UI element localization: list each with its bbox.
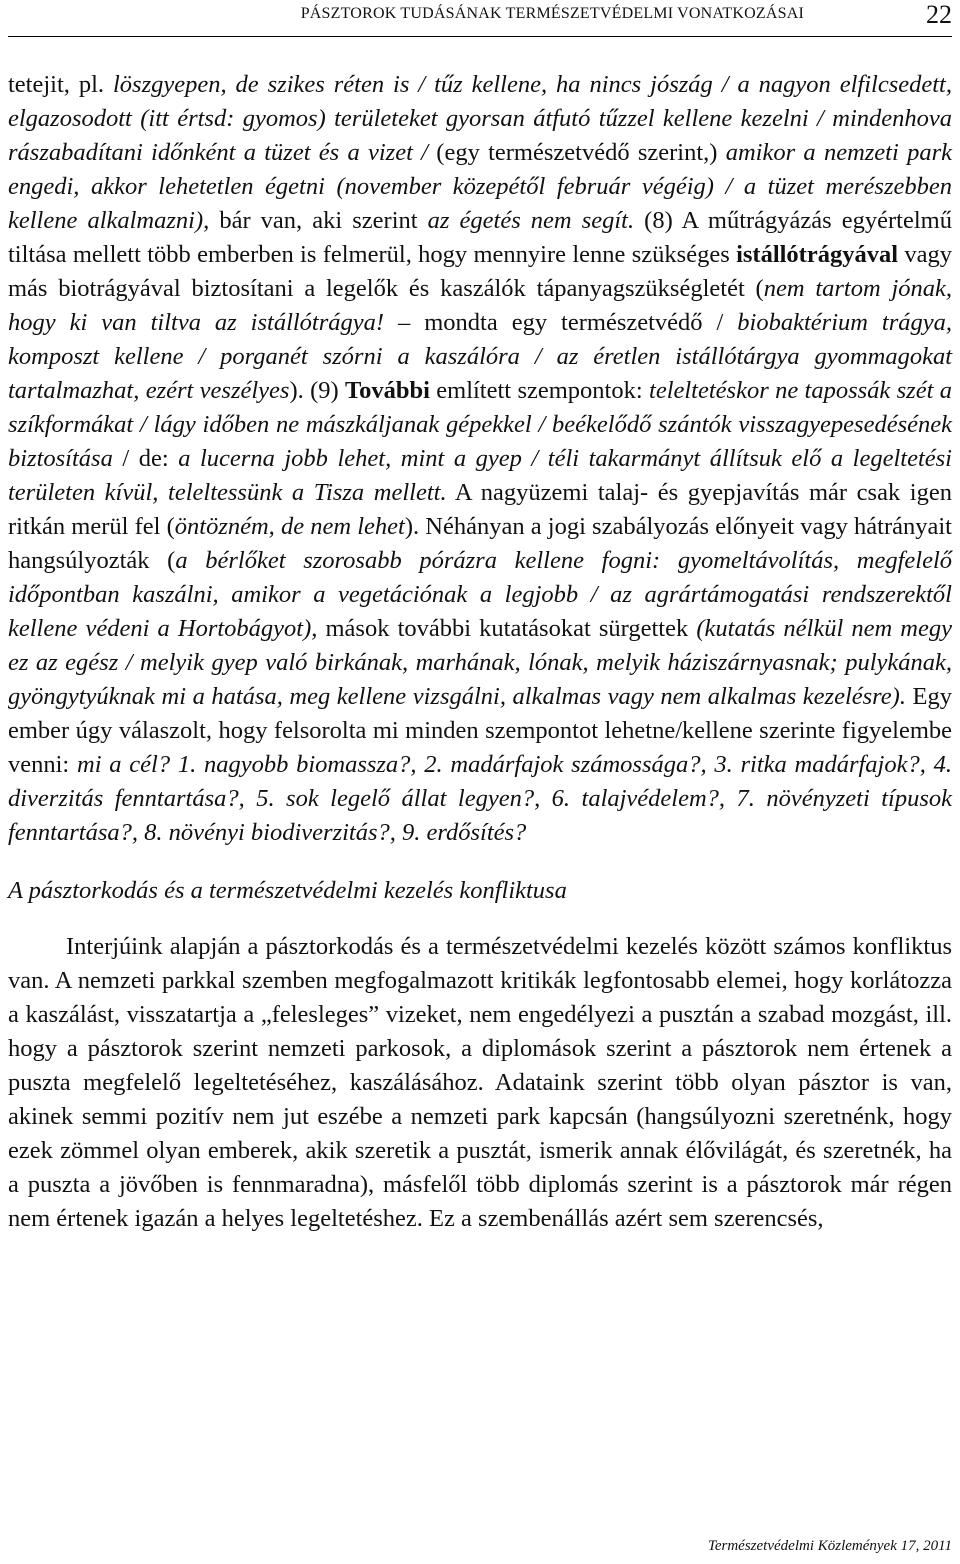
running-title: PÁSZTOROK TUDÁSÁNAK TERMÉSZETVÉDELMI VONATKOZÁSAI	[300, 5, 804, 22]
quote-run: mi a cél? 1. nagyobb biomassza?, 2. madárfajok számossága?, 3. ritka madárfajok?, 4. diverzitás fenntartása?, 5. sok legelő állat legyen?, 6. talajvédelem?, 7. növényzeti típusok fenntartása?, 8. növényi biodiverzitás?, 9. erdősítés?	[8, 751, 952, 846]
text-run: mások további kutatásokat sürgettek	[317, 615, 697, 642]
quote-run: a bérlőket szorosabb pórázra kellene fogni: gyomeltávolítás, megfelelő időpontban kaszálni, amikor a vegetációnak a legjobb / az agrártámogatási rendszerektől kellene védeni a Hortobágyot),	[8, 547, 953, 642]
quote-run: az égetés nem segít.	[427, 207, 635, 234]
section-heading: A pásztorkodás és a természetvédelmi kezelés konfliktusa	[8, 877, 567, 904]
text-run: tetejit, pl.	[8, 71, 113, 98]
text-run: (egy természetvédő szerint,)	[428, 139, 726, 166]
quote-run: nem tartom jónak, hogy ki van tiltva az istállótrágya!	[8, 275, 953, 336]
text-run: ). Néhányan a jogi szabályozás előnyeit vagy hátrányait hangsúlyozták (	[8, 513, 952, 574]
quote-run: (kutatás nélkül nem megy ez az egész / melyik gyep való birkának, marhának, lónak, melyik háziszárnyasnak; pulykának, gyöngytyúknak mi a hatása, meg kellene vizsgálni, alkalmas vagy nem alkalmas kezelésre).	[8, 615, 952, 710]
text-run: említett szempontok:	[429, 377, 650, 404]
paragraph: Interjúink alapján a pásztorkodás és a természetvédelmi kezelés között számos konfliktus van. A nemzeti parkkal szemben megfogalmazott kritikák legfontosabb elemei, hogy korlátozza a kaszálást, visszatartja a „felesleges” vizeket, nem engedélyezi a pusztán a szabad mozgást, ill. hogy a pásztorok szerint nemzeti parkosok, a diplomások szerint a pásztorok nem értenek a puszta megfelelő legeltetéséhez, kaszálásához. Adataink szerint több olyan pásztor is van, akinek semmi pozitív nem jut eszébe a nemzeti park kapcsán (hangsúlyozni szeretnénk, hogy ezek zömmel olyan emberek, akik szeretik a pusztát, ismerik annak élővilágát, és szeretnék, ha a puszta a jövőben is fennmaradna), másfelől több diplomás szerint is a pásztorok már régen nem értenek igazán a helyes legeltetéshez. Ez a szembenállás azért sem szerencsés,	[8, 933, 952, 1232]
text-run: vagy más biotrágyával biztosítani a legelők és kaszálók tápanyagszükségletét (	[8, 241, 952, 302]
bold-term: További	[345, 377, 430, 404]
quote-run: teleltetéskor ne tapossák szét a szíkformákat / lágy időben ne mászkáljanak gépekkel / beékelődő szántók visszagyepesedésének biztosítása	[8, 377, 952, 472]
quote-run: löszgyepen, de szikes réten is / tűz kellene, ha nincs jószág / a nagyon elfilcsedett, elgazosodott (itt értsd: gyomos) területeket gyorsan átfutó tűzzel kellene kezelni / mindenhova rászabadítani időnként a tüzet és a vizet /	[8, 71, 952, 166]
quote-run: amikor a nemzeti park engedi, akkor lehetetlen égetni (november közepétől február végéig) / a tüzet merészebben kellene alkalmazni),	[8, 139, 952, 234]
text-run: ). (9)	[289, 377, 346, 404]
running-header	[8, 2, 952, 37]
body-text	[8, 68, 952, 1236]
journal-footer: Természetvédelmi Közlemények 17, 2011	[707, 1538, 952, 1554]
quote-run: biobaktérium trágya, komposzt kellene / porganét szórni a kaszálóra / az éretlen istállótárgya gyommagokat tartalmazhat, ezért veszélyes	[8, 309, 953, 404]
text-run: bár van, aki szerint	[209, 207, 428, 234]
text-run: A nagyüzemi talaj- és gyepjavítás már csak igen ritkán merül fel (	[8, 479, 952, 540]
text-run: (8) A műtrágyázás egyértelmű tiltása mellett több emberben is felmerül, hogy mennyire lenne szükséges	[8, 207, 952, 268]
text-run: / de:	[112, 445, 179, 472]
bold-term: istállótrágyával	[736, 241, 899, 268]
page-number: 22	[926, 0, 952, 29]
paragraph-continued	[8, 68, 952, 850]
quote-run: a lucerna jobb lehet, mint a gyep / téli takarmányt állítsuk elő a legeltetési területen kívül, teleltessünk a Tisza mellett.	[8, 445, 952, 506]
text-run: Egy ember úgy válaszolt, hogy felsorolta mi minden szempontot lehetne/kellene szerinte figyelembe venni:	[8, 683, 953, 778]
text-run: – mondta egy természetvédő /	[384, 309, 738, 336]
quote-run: öntözném, de nem lehet	[174, 513, 405, 540]
